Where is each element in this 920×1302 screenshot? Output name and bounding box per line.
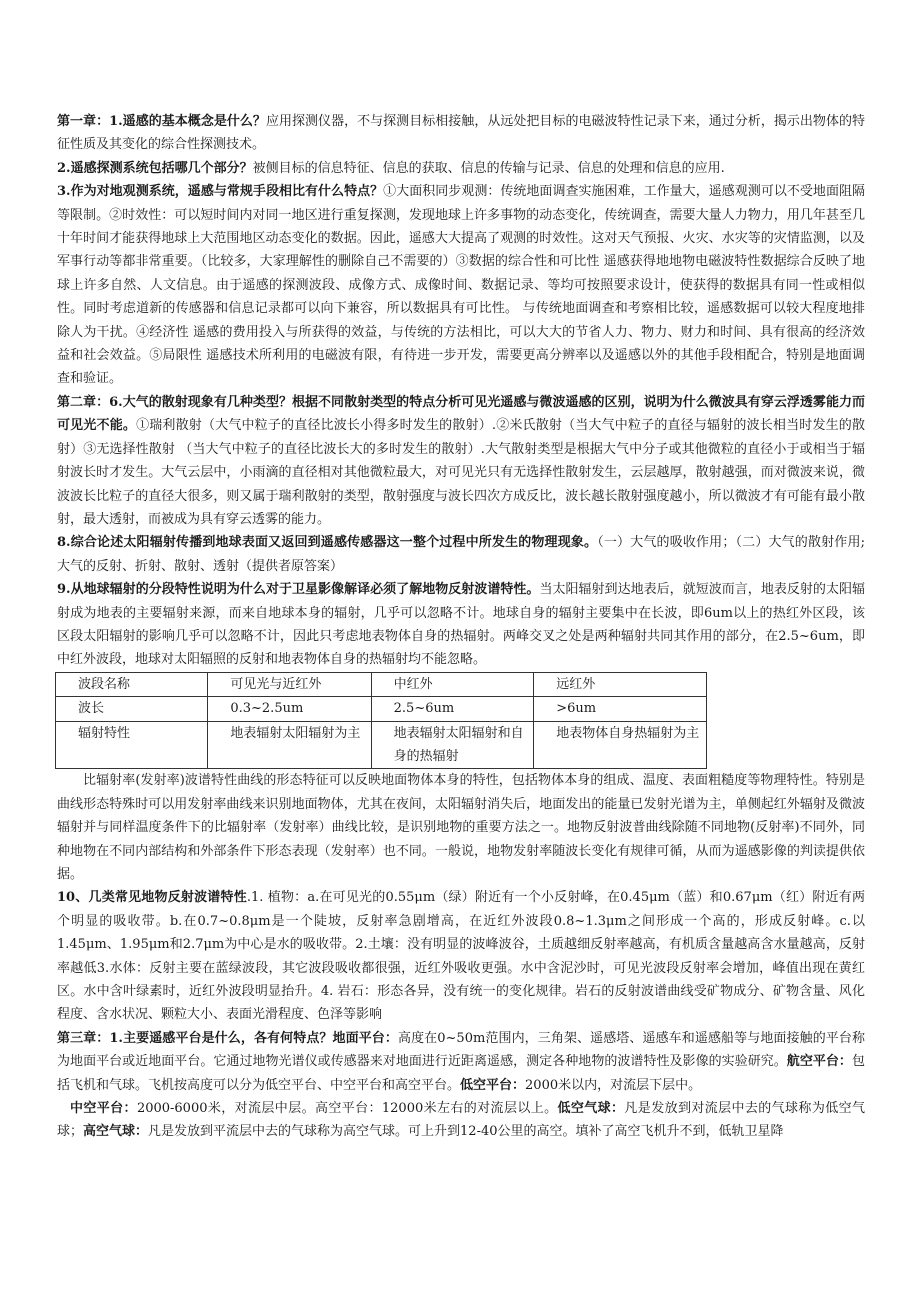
ch1-q1-answer: 应用探测仪器，不与探测目标相接触，从远处把目标的电磁波特性记录下来，通过分析，揭示出物体的特征性质及其变化的综合性探测技术。 — [57, 114, 865, 153]
high-balloon-label: 高空气球： — [83, 1124, 149, 1140]
ch2-q10-paragraph — [57, 886, 865, 1026]
table-cell: 0.3~2.5um — [208, 697, 371, 721]
ch2-q10-question: 10、几类常见地物反射波谱特性 — [57, 890, 247, 906]
table-cell: 远红外 — [534, 672, 707, 696]
air-platform-text: 包括飞机和气球。飞机按高度可以分为低空平台、中空平台和高空平台。 — [57, 1054, 865, 1093]
table-row — [56, 697, 707, 721]
ch2-q6-answer: ①瑞利散射（大气中粒子的直径比波长小得多时发生的散射）.②米氏散射（当大气中粒子的直径与辐射的波长相当时发生的散射）③无选择性散射 （当大气中粒子的直径比波长大的多时发生的散射）.大气散射类型是根据大气中分子或其他微粒的直径小于或相当于辐射波长时才发生。大气云层中，小雨滴的直径相对其他微粒最大，对可见光只有无选择性散射发生，云层越厚，散射越强，而对微波来说，微波波长比粒子的直径大很多，则又属于瑞利散射的类型，散射强度与波长四次方成反比，波长越长散射强度越小，所以微波才有可能有最小散射，最大透射，而被成为具有穿云透雾的能力。 — [57, 418, 865, 527]
table-cell: 地表辐射太阳辐射为主 — [208, 721, 371, 769]
table-cell: >6um — [534, 697, 707, 721]
ch3-q1-paragraph — [57, 1027, 865, 1097]
ch1-q2-answer: 被侧目标的信息特征、信息的获取、信息的传输与记录、信息的处理和信息的应用. — [252, 160, 725, 176]
table-cell: 地表辐射太阳辐射和自身的热辐射 — [371, 721, 534, 769]
ch1-q3-answer: ①大面积同步观测：传统地面调查实施困难，工作量大，遥感观测可以不受地面阻隔等限制。②时效性：可以短时间内对同一地区进行重复探测，发现地球上许多事物的动态变化，传统调查，需要大量人力物力，用几年甚至几十年时间才能获得地球上大范围地区动态变化的数据。因此，遥感大大提高了观测的时效性。这对天气预报、火灾、水灾等的灾情监测，以及军事行动等都非常重要。（比较多，大家理解性的删除自己不需要的）③数据的综合性和可比性 遥感获得地地物电磁波特性数据综合反映了地球上许多自然、人文信息。由于遥感的探测波段、成像方式、成像时间、数据记录、等均可按照要求设计，使获得的数据具有同一性或相似性。同时考虑道新的传感器和信息记录都可以向下兼容，所以数据具有可比性。 与传统地面调查和考察相比较，遥感数据可以较大程度地排除人为干扰。④经济性 遥感的费用投入与所获得的效益，与传统的方法相比，可以大大的节省人力、物力、财力和时间、具有很高的经济效益和社会效益。⑤局限性 遥感技术所利用的电磁波有限，有待进一步开发，需要更高分辨率以及遥感以外的其他手段相配合，特别是地面调查和验证。 — [57, 184, 865, 387]
ch1-q1-question: 第一章：1.遥感的基本概念是什么？ — [57, 114, 266, 129]
ch2-q9-answer: 当太阳辐射到达地表后，就短波而言，地表反射的太阳辐射成为地表的主要辐射来源，而来自地球本身的辐射，几乎可以忽略不计。地球自身的辐射主要集中在长波，即6um以上的热红外区段，该区段太阳辐射的影响几乎可以忽略不计，因此只考虑地表物体自身的热辐射。两峰交叉之处是两种辐射共同其作用的部分，在2.5~6um，即中红外波段，地球对太阳辐照的反射和地表物体自身的热辐射均不能忽略。 — [57, 582, 865, 668]
table-cell: 2.5~6um — [371, 697, 534, 721]
low-balloon-text: 凡是发放到对流层中去的气球称为低空气球； — [57, 1101, 865, 1140]
table-row — [56, 721, 707, 769]
low-platform-label: 低空平台： — [460, 1077, 526, 1093]
table-cell: 地表物体自身热辐射为主 — [534, 721, 707, 769]
document-page — [57, 110, 865, 1144]
ch2-q9-question: 9.从地球辐射的分段特性说明为什么对于卫星影像解译必须了解地物反射波谱特性。 — [57, 582, 540, 598]
high-balloon-text: 凡是发放到平流层中去的气球称为高空气球。可上升到12-40公里的高空。填补了高空飞机升不到，低轨卫星降 — [148, 1124, 784, 1140]
ch3-platforms-paragraph — [57, 1097, 865, 1144]
ground-platform-text: 高度在0~50m范围内，三角架、遥感塔、遥感车和遥感船等与地面接触的平台称为地面平台或近地面平台。它通过地物光谱仪或传感器来对地面进行近距离遥感，测定各种地物的波谱特性及影像的实验研究。 — [57, 1030, 865, 1070]
table-cell: 可见光与近红外 — [208, 672, 371, 696]
ch2-q10-answer: .1. 植物：a.在可见光的0.55μm（绿）附近有一个小反射峰，在0.45μm（蓝）和0.67μm（红）附近有两个明显的吸收带。b.在0.7~0.8μm是一个陡坡，反射率急剧增高，在近红外波段0.8~1.3μm之间形成一个高的，形成反射峰。c.以1.45μm、1.95μm和2.7μm为中心是水的吸收带。2.土壤：没有明显的波峰波谷，土质越细反射率越高，有机质含量越高含水量越高，反射率越低3.水体：反射主要在蓝绿波段，其它波段吸收都很强，近红外吸收更强。水中含泥沙时，可见光波段反射率会增加，峰值出现在黄红区。水中含叶绿素时，近红外波段明显抬升。4. 岩石：形态各异，没有统一的变化规律。岩石的反射波谱曲线受矿物成分、矿物含量、风化程度、含水状况、颗粒大小、表面光滑程度、色泽等影响 — [57, 890, 865, 1023]
ch1-q3-paragraph — [57, 180, 865, 391]
ch2-q8-answer: （一）大气的吸收作用；（二）大气的散射作用;大气的反射、折射、散射、透射（提供者原答案） — [57, 535, 865, 574]
ch2-q9-paragraph — [57, 578, 865, 672]
mid-platform-text: 2000-6000米，对流层中层。高空平台：12000米左右的对流层以上。 — [136, 1101, 558, 1117]
table-cell: 辐射特性 — [56, 721, 208, 769]
table-cell: 波段名称 — [56, 672, 208, 696]
ch2-q8-question: 8.综合论述太阳辐射传播到地球表面又返回到遥感传感器这一整个过程中所发生的物理现象。 — [57, 535, 598, 551]
ch2-q6-question: 第二章：6.大气的散射现象有几种类型？根据不同散射类型的特点分析可见光遥感与微波遥感的区别，说明为什么微波具有穿云浮透雾能力而可见光不能。 — [57, 394, 865, 434]
ch1-q2-question: 2.遥感探测系统包括哪几个部分？ — [57, 160, 253, 176]
ch1-q2-paragraph — [57, 157, 865, 180]
emissivity-paragraph: 比辐射率(发射率)波谱特性曲线的形态特征可以反映地面物体本身的特性，包括物体本身的组成、温度、表面粗糙度等物理特性。特别是曲线形态特殊时可以用发射率曲线来识别地面物体，尤其在夜间，太阳辐射消失后，地面发出的能量已发射光谱为主，单侧起红外辐射及微波辐射并与同样温度条件下的比辐射率（发射率）曲线比较，是识别地物的重要方法之一。地物反射波普曲线除随不同地物(反射率)不同外，同种地物在不同内部结构和外部条件下形态表现（发射率）也不同。一般说，地物发射率随波长变化有规律可循，从而为遥感影像的判读提供依据。 — [57, 773, 865, 882]
wavelength-bands-table — [55, 672, 707, 770]
low-platform-text: 2000米以内，对流层下层中。 — [525, 1077, 702, 1093]
ch3-q1-question: 第三章：1.主要遥感平台是什么，各有何特点？ — [57, 1030, 333, 1046]
mid-platform-label: 中空平台： — [70, 1101, 137, 1117]
table-cell: 中红外 — [371, 672, 534, 696]
air-platform-label: 航空平台： — [786, 1054, 852, 1070]
ch1-q3-question: 3.作为对地观测系统，遥感与常规手段相比有什么特点？ — [57, 184, 384, 200]
ch2-q6-paragraph — [57, 391, 865, 531]
table-header-row — [56, 672, 707, 696]
table-cell: 波长 — [56, 697, 208, 721]
low-balloon-label: 低空气球： — [557, 1101, 625, 1117]
ground-platform-label: 地面平台： — [332, 1030, 398, 1046]
ch2-q8-paragraph — [57, 531, 865, 578]
ch1-q1-paragraph — [57, 110, 865, 157]
